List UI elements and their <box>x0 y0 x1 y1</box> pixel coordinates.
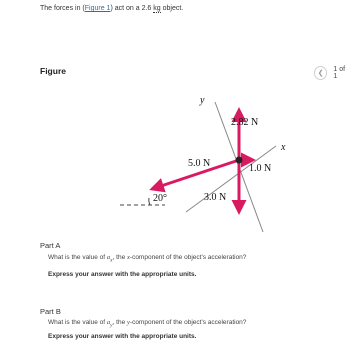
var-a: a <box>106 254 111 261</box>
x-axis <box>186 146 276 212</box>
force-right-label: 1.0 N <box>249 163 272 174</box>
pager-count: 1 of 1 <box>333 66 346 80</box>
intro-middle: ) act on a 2.6 <box>110 5 154 12</box>
part-a-title: Part A <box>40 241 61 250</box>
force-up-label: 2.82 N <box>231 117 259 128</box>
part-b-question: What is the value of $a_y$, the y-component of the object's acceleration? <box>48 319 247 329</box>
object-point <box>236 157 243 164</box>
part-b-instruction: Express your answer with the appropriate units. <box>48 333 197 340</box>
force-down-label: 3.0 N <box>204 192 227 203</box>
y-axis-label: y <box>200 95 205 106</box>
mass-unit[interactable]: kg <box>153 5 161 12</box>
chevron-left-icon[interactable]: ❮ <box>314 66 327 80</box>
part-b-title: Part B <box>40 307 61 316</box>
var-a: a <box>106 319 111 326</box>
force-left-label: 5.0 N <box>188 158 211 169</box>
intro-suffix: object. <box>160 5 184 12</box>
part-a-instruction: Express your answer with the appropriate units. <box>48 271 197 278</box>
part-a-question: What is the value of $a_x$, the x-component of the object's acceleration? <box>48 254 247 264</box>
figure-link[interactable]: Figure 1 <box>84 5 111 12</box>
intro-prefix: The forces in ( <box>40 5 85 12</box>
angle-arc <box>149 198 150 205</box>
x-axis-label: x <box>281 142 286 153</box>
angle-label: 20° <box>153 193 167 204</box>
figure-title: Figure <box>40 66 66 76</box>
